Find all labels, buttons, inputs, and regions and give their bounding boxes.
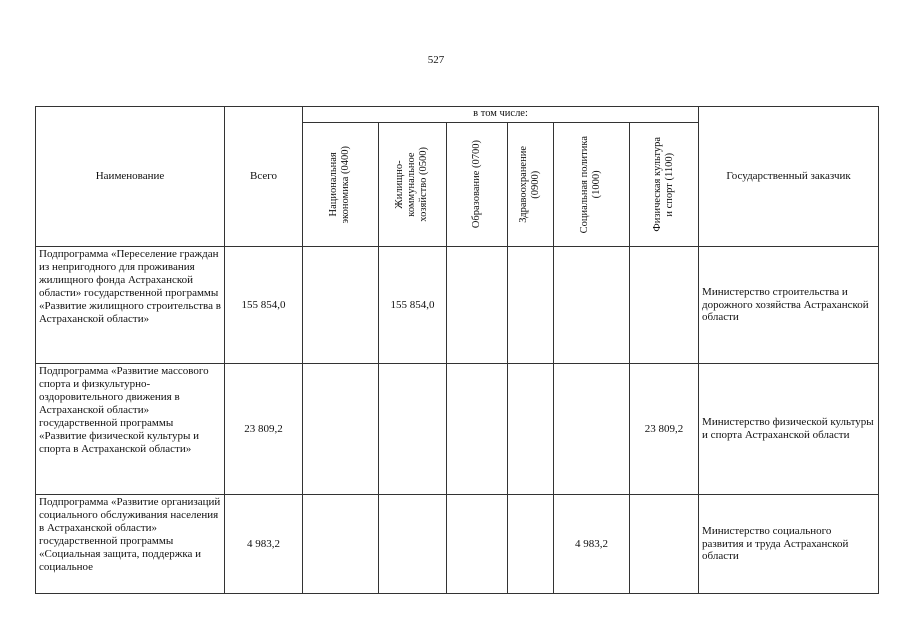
row-value-1000: 4 983,2 bbox=[554, 495, 630, 594]
row-value-0900 bbox=[508, 247, 554, 364]
row-customer: Министерство физической культуры и спорта Астраханской области bbox=[699, 364, 879, 495]
page-number: 527 bbox=[427, 54, 445, 66]
row-customer: Министерство социального развития и труда Астраханской области bbox=[699, 495, 879, 594]
row-value-1000 bbox=[554, 364, 630, 495]
row-value-1100 bbox=[630, 247, 699, 364]
row-value-0900 bbox=[508, 495, 554, 594]
header-section-0500: Жилищно- коммунальное хозяйство (0500) bbox=[379, 123, 447, 247]
header-section-0700: Образование (0700) bbox=[447, 123, 508, 247]
table-row bbox=[36, 247, 879, 364]
row-value-0400 bbox=[303, 364, 379, 495]
row-name: Подпрограмма «Переселение граждан из непригодного для проживания жилищного фонда Астраханской области» государственной программы «Развитие жилищного строительства в Астраханской области» bbox=[36, 247, 225, 364]
row-value-0700 bbox=[447, 247, 508, 364]
row-value-0500 bbox=[379, 495, 447, 594]
row-value-0400 bbox=[303, 495, 379, 594]
header-section-1000: Социальная политика (1000) bbox=[554, 123, 630, 247]
row-value-0900 bbox=[508, 364, 554, 495]
header-name: Наименование bbox=[36, 107, 225, 247]
row-name: Подпрограмма «Развитие массового спорта и физкультурно-оздоровительного движения в Астраханской области» государственной программы «Развитие физической культуры и спорта в Астраханской области» bbox=[36, 364, 225, 495]
row-value-0400 bbox=[303, 247, 379, 364]
table-row bbox=[36, 495, 879, 594]
header-section-0900: Здравоохранение (0900) bbox=[508, 123, 554, 247]
header-including: в том числе: bbox=[303, 107, 699, 123]
row-value-1100 bbox=[630, 495, 699, 594]
row-value-0500: 155 854,0 bbox=[379, 247, 447, 364]
row-customer: Министерство строительства и дорожного хозяйства Астраханской области bbox=[699, 247, 879, 364]
row-total: 4 983,2 bbox=[225, 495, 303, 594]
row-value-0700 bbox=[447, 364, 508, 495]
header-section-1100: Физическая культура и спорт (1100) bbox=[630, 123, 699, 247]
budget-table bbox=[35, 106, 879, 594]
header-section-0400: Национальная экономика (0400) bbox=[303, 123, 379, 247]
header-total: Всего bbox=[225, 107, 303, 247]
row-total: 23 809,2 bbox=[225, 364, 303, 495]
header-customer: Государственный заказчик bbox=[699, 107, 879, 247]
table-row bbox=[36, 364, 879, 495]
row-total: 155 854,0 bbox=[225, 247, 303, 364]
row-value-0500 bbox=[379, 364, 447, 495]
row-name: Подпрограмма «Развитие организаций социального обслуживания населения в Астраханской области» государственной программы «Социальная защита, поддержка и социальное bbox=[36, 495, 225, 594]
row-value-1000 bbox=[554, 247, 630, 364]
row-value-1100: 23 809,2 bbox=[630, 364, 699, 495]
row-value-0700 bbox=[447, 495, 508, 594]
